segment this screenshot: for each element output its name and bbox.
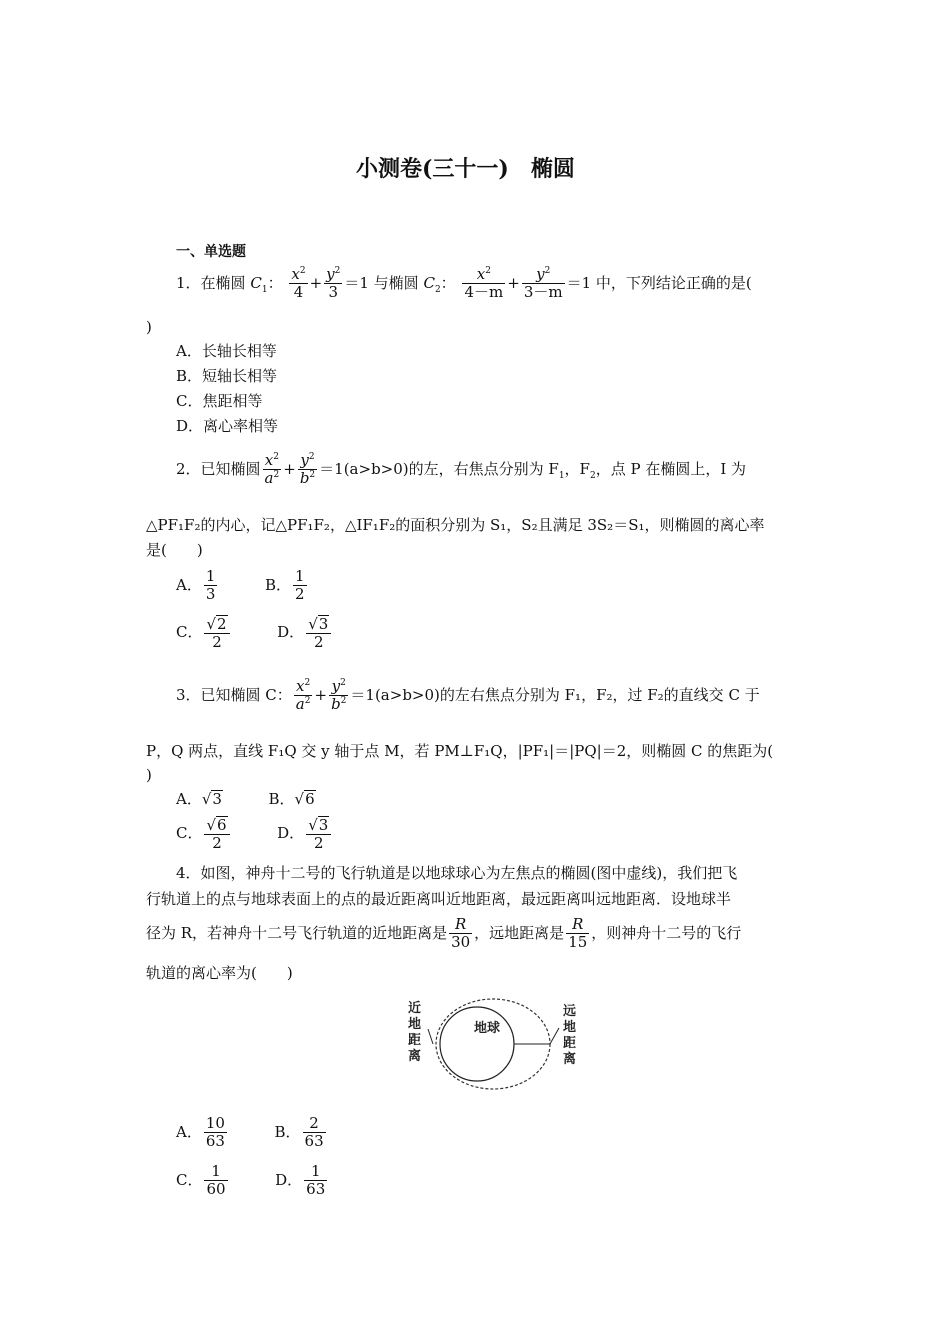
q2-option-b[interactable]: B． $\frac{1}{2}$	[264, 567, 305, 604]
q4-option-b[interactable]: B． $\frac{2}{63}$	[274, 1114, 324, 1151]
q4-options-row-2	[176, 1163, 329, 1199]
q2-option-c[interactable]: C． $\frac{√2}{2}$	[176, 623, 232, 641]
q1-option-c[interactable]: C．焦距相等	[176, 392, 263, 410]
sqrt-icon: √	[308, 816, 318, 834]
question-2-line-2: △PF₁F₂的内心，记△PF₁F₂，△IF₁F₂的面积分别为 S₁，S₂且满足 3S₂＝S₁，则椭圆的离心率	[146, 516, 765, 534]
question-2-line-3: 是( )	[146, 541, 203, 559]
question-4-line-1: 4．如图，神舟十二号的飞行轨道是以地球球心为左焦点的椭圆(图中虚线)，我们把飞	[176, 864, 738, 882]
near-label-1: 近	[408, 1001, 422, 1016]
far-label-3: 距	[563, 1036, 577, 1051]
question-3-line-1: 3．已知椭圆 C： $\frac{x^2}{a^2}$ + $\frac{y^2}{b^2}$ ＝1(a>b>0)的左右焦点分别为 F₁，F₂，过 F₂的直线交 C 于	[176, 677, 760, 714]
q3-option-d[interactable]: D． $\frac{√3}{2}$	[277, 824, 333, 842]
earth-label: 地球	[474, 1021, 501, 1036]
q2-option-d[interactable]: D． $\frac{√3}{2}$	[277, 623, 333, 641]
sqrt-icon: √	[201, 790, 212, 808]
q1-option-d[interactable]: D．离心率相等	[176, 417, 279, 435]
fraction: $\frac{y^2}{b^2}$	[331, 677, 347, 714]
q4-options-row-1	[176, 1115, 328, 1151]
q3-option-b[interactable]: B．√6	[268, 790, 315, 808]
section-heading: 一、单选题	[176, 244, 246, 260]
far-label-1: 远	[563, 1004, 577, 1019]
far-label-4: 离	[563, 1052, 577, 1067]
q1-option-b[interactable]: B．短轴长相等	[176, 367, 278, 385]
q4-option-c[interactable]: C． $\frac{1}{60}$	[176, 1162, 226, 1199]
q3-option-a[interactable]: A．√3	[176, 790, 222, 808]
q3-options-row-2	[176, 816, 333, 853]
earth-circle	[440, 1007, 514, 1081]
fraction: $\frac{y^2}{3}$	[326, 265, 341, 302]
sqrt-icon: √	[206, 816, 217, 834]
sqrt-icon: √	[294, 790, 305, 808]
far-label-2: 地	[563, 1020, 577, 1035]
fraction: $\frac{x^2}{4}$	[291, 265, 306, 302]
orbit-figure	[400, 995, 590, 1095]
q2-option-a[interactable]: A． $\frac{1}{3}$	[176, 567, 216, 604]
near-label-4: 离	[408, 1049, 422, 1064]
question-3-line-2: P，Q 两点，直线 F₁Q 交 y 轴于点 M，若 PM⊥F₁Q，|PF₁|＝|PQ|＝2，则椭圆 C 的焦距为(	[146, 742, 774, 760]
fraction: $\frac{R}{30}$	[451, 915, 471, 952]
question-4-line-2: 行轨道上的点与地球表面上的点的最近距离叫近地距离，最远距离叫远地距离．设地球半	[146, 890, 732, 908]
fraction: $\frac{y^2}{b^2}$	[299, 451, 316, 488]
q3-option-c[interactable]: C． $\frac{√6}{2}$	[176, 824, 232, 842]
fraction: $\frac{x^2}{a^2}$	[264, 451, 280, 488]
q1-option-a[interactable]: A．长轴长相等	[176, 342, 277, 360]
question-3-close: )	[146, 766, 152, 784]
fraction: $\frac{y^2}{3-m}$	[523, 265, 563, 302]
sqrt-icon: √	[206, 615, 217, 633]
question-1-line-1: 1．在椭圆 $C_1$： $\frac{x^2}{4}$ + $\frac{y^2}{3}$ ＝1 与椭圆 $C_2$： $\frac{x^2}{4-m}$ + $\frac{y^2}{3-m}$ ＝1 中，下列结论正确的是(	[176, 265, 752, 302]
q2-options-row-2	[176, 615, 333, 652]
q4-option-d[interactable]: D． $\frac{1}{63}$	[275, 1162, 326, 1199]
question-4-line-3: 径为 R，若神舟十二号飞行轨道的近地距离是 $\frac{R}{30}$ ，远地距离是 $\frac{R}{15}$ ，则神舟十二号的飞行	[146, 915, 742, 952]
near-label-2: 地	[408, 1017, 422, 1032]
question-1-close: )	[146, 318, 152, 336]
question-4-line-4: 轨道的离心率为( )	[146, 964, 293, 982]
near-pointer	[428, 1029, 433, 1044]
sqrt-icon: √	[308, 615, 318, 633]
q4-option-a[interactable]: A． $\frac{10}{63}$	[176, 1114, 225, 1151]
fraction: $\frac{x^2}{a^2}$	[295, 677, 311, 714]
near-label-3: 距	[408, 1033, 422, 1048]
q2-options-row-1	[176, 568, 309, 604]
question-2-line-1: 2．已知椭圆 $\frac{x^2}{a^2}$ + $\frac{y^2}{b^2}$ ＝1(a>b>0)的左，右焦点分别为 $F_1$，$F_2$，点 P 在椭圆上，I 为	[176, 451, 747, 488]
far-pointer	[550, 1028, 559, 1044]
q3-options-row-1	[176, 790, 316, 808]
fraction: $\frac{x^2}{4-m}$	[464, 265, 504, 302]
fraction: $\frac{R}{15}$	[568, 915, 588, 952]
page-title: 小测卷(三十一) 椭圆	[356, 156, 575, 182]
